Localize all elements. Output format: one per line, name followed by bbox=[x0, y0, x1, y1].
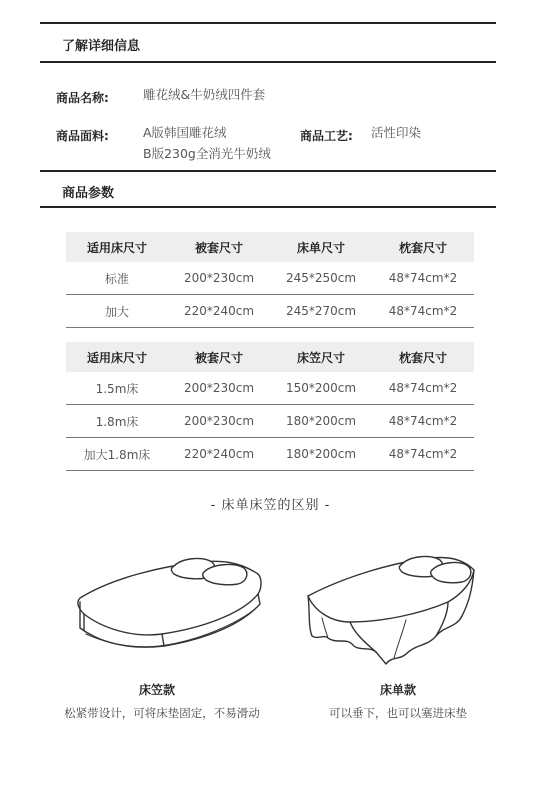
fitted-sheet-name: 床笠款 bbox=[138, 683, 175, 697]
flat-sheet-description: 可以垂下，也可以塞进床垫 bbox=[329, 706, 467, 720]
table-cell: 150*200cm bbox=[270, 372, 372, 405]
table-cell: 220*240cm bbox=[168, 295, 270, 328]
table-header-row bbox=[66, 342, 474, 372]
table-cell: 200*230cm bbox=[168, 405, 270, 438]
craft-label: 商品工艺: bbox=[300, 129, 353, 143]
table-cell: 180*200cm bbox=[270, 438, 372, 471]
table-header-row bbox=[66, 232, 474, 262]
details-divider bbox=[40, 61, 496, 63]
table-cell: 48*74cm*2 bbox=[372, 295, 474, 328]
table-header-cell: 床单尺寸 bbox=[270, 232, 372, 262]
details-section-title: 了解详细信息 bbox=[62, 39, 141, 54]
table-header-cell: 枕套尺寸 bbox=[372, 342, 474, 372]
fitted-sheet-description: 松紧带设计，可将床垫固定，不易滑动 bbox=[64, 706, 260, 720]
table-cell: 48*74cm*2 bbox=[372, 262, 474, 295]
table-row bbox=[66, 295, 474, 328]
table-header-cell: 床笠尺寸 bbox=[270, 342, 372, 372]
table-header-cell: 枕套尺寸 bbox=[372, 232, 474, 262]
product-name-value: 雕花绒&牛奶绒四件套 bbox=[143, 87, 266, 102]
table-cell: 180*200cm bbox=[270, 405, 372, 438]
params-section-title: 商品参数 bbox=[62, 186, 115, 201]
table-cell: 245*270cm bbox=[270, 295, 372, 328]
flat-sheet-name: 床单款 bbox=[379, 683, 416, 697]
table-cell: 48*74cm*2 bbox=[372, 438, 474, 471]
craft-value: 活性印染 bbox=[371, 125, 422, 140]
table-row bbox=[66, 405, 474, 438]
table-cell: 200*230cm bbox=[168, 262, 270, 295]
table-cell: 48*74cm*2 bbox=[372, 372, 474, 405]
table-header-cell: 被套尺寸 bbox=[168, 232, 270, 262]
table-cell: 48*74cm*2 bbox=[372, 405, 474, 438]
table-cell: 加大 bbox=[66, 295, 168, 328]
fitted-sheet-size-table bbox=[66, 342, 474, 471]
fabric-label: 商品面料: bbox=[56, 129, 109, 143]
sheet-size-table bbox=[66, 232, 474, 328]
table-cell: 加大1.8m床 bbox=[66, 438, 168, 471]
top-divider bbox=[40, 22, 496, 24]
table-row bbox=[66, 372, 474, 405]
table-cell: 1.8m床 bbox=[66, 405, 168, 438]
table-row bbox=[66, 438, 474, 471]
fabric-value-b: B版230g全消光牛奶绒 bbox=[143, 146, 271, 161]
table-cell: 200*230cm bbox=[168, 372, 270, 405]
product-name-label: 商品名称: bbox=[56, 91, 109, 105]
difference-title: - 床单床笠的区别 - bbox=[210, 498, 331, 513]
table-header-cell: 适用床尺寸 bbox=[66, 342, 168, 372]
fitted-sheet-bed-illustration bbox=[72, 548, 272, 660]
flat-sheet-bed-illustration bbox=[302, 548, 482, 666]
params-divider-bottom bbox=[40, 206, 496, 208]
table-cell: 220*240cm bbox=[168, 438, 270, 471]
params-divider-top bbox=[40, 170, 496, 172]
table-row bbox=[66, 262, 474, 295]
fabric-value-a: A版韩国雕花绒 bbox=[143, 125, 227, 140]
table-header-cell: 被套尺寸 bbox=[168, 342, 270, 372]
table-cell: 标准 bbox=[66, 262, 168, 295]
table-header-cell: 适用床尺寸 bbox=[66, 232, 168, 262]
table-cell: 245*250cm bbox=[270, 262, 372, 295]
table-cell: 1.5m床 bbox=[66, 372, 168, 405]
